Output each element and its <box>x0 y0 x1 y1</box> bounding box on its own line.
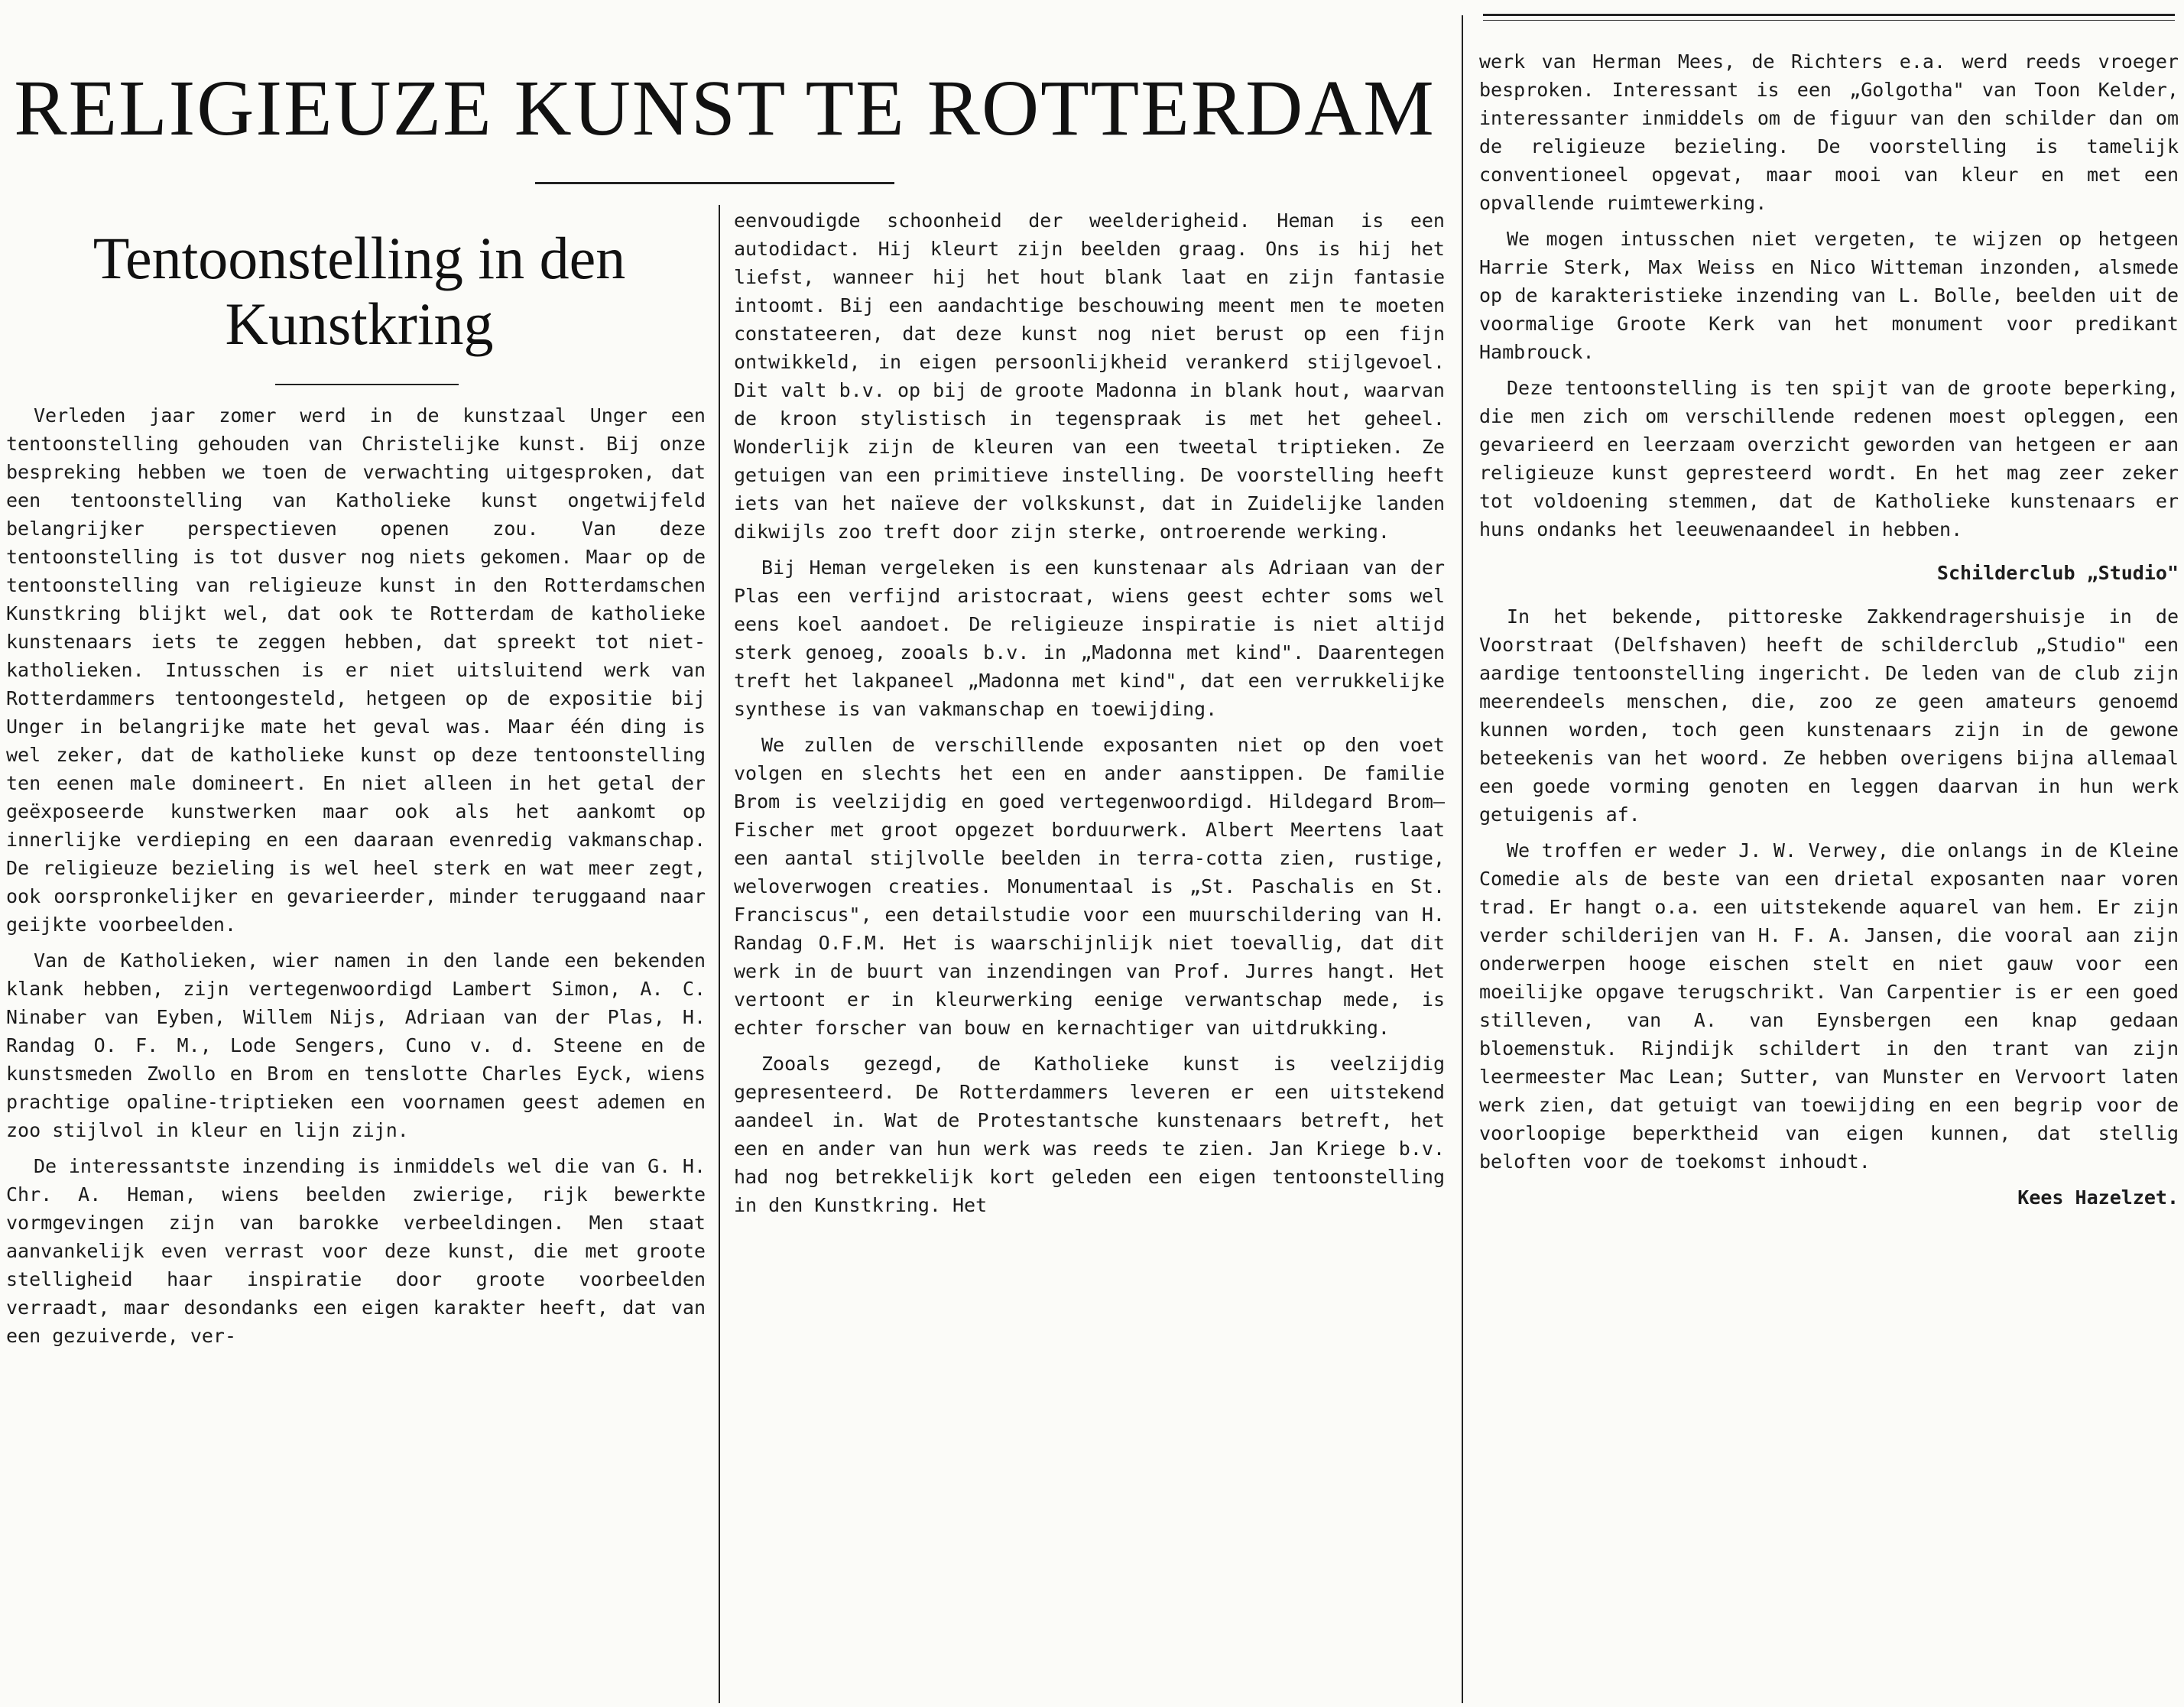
paragraph: Van de Katholieken, wier namen in den lande een bekenden klank hebben, zijn vertegenwoordigd Lambert Simon, A. C. Ninaber van Eyben, Willem Nijs, Adriaan van der Plas, H. Randag O. F. M., Lode Sengers, Cuno v. d. Steene en de kunstsmeden Zwollo en Brom en tenslotte Charles Eyck, wiens prachtige opaline-triptieken een voornamen geest ademen en zoo stijlvol in kleur en lijn zijn. <box>6 949 706 1141</box>
paragraph: We mogen intusschen niet vergeten, te wijzen op hetgeen Harrie Sterk, Max Weiss en Nico Witteman inzonden, alsmede op de karakteristieke inzending van L. Bolle, beelden uit de voormalige Groote Kerk van het monument voor predikant Hambrouck. <box>1479 228 2179 363</box>
top-rule <box>1483 14 2175 16</box>
paragraph: We troffen er weder J. W. Verwey, die onlangs in de Kleine Comedie als de beste van een drietal exposanten naar voren trad. Er hangt o.a. een uitstekende aquarel van hem. Er zijn verder schilderijen van H. F. A. Jansen, die vooral aan zijn onderwerpen hooge eischen stelt en niet gauw voor een moeilijke opgave terugschrikt. Van Carpentier is er een goed stilleven, van A. van Eynsbergen een knap gedaan bloemenstuk. Rijndijk schildert in den trant van zijn leermeester Mac Lean; Sutter, van Munster en Vervoort laten werk zien, dat getuigt van toewijding en een begrip voor de voorloopige beperktheid van eigen kunnen, dat stellig beloften voor de toekomst inhoudt. <box>1479 839 2179 1173</box>
author-signature: Kees Hazelzet. <box>2017 1186 2179 1209</box>
paragraph: We zullen de verschillende exposanten niet op den voet volgen en slechts het een en ander aanstippen. De familie Brom is veelzijdig en goed vertegenwoordigd. Hildegard Brom—Fischer met groot opgezet borduurwerk. Albert Meertens laat een aantal stijlvolle beelden in terra-cotta zien, rustige, weloverwogen creaties. Monumentaal is „St. Paschalis en St. Franciscus", een detailstudie voor een muurschildering van H. Randag O.F.M. Het is waarschijnlijk niet toevallig, dat dit werk in de buurt van inzendingen van Prof. Jurres hangt. Het vertoont er in kleurwerking eenige verwantschap mede, is echter forscher van bouw en kernachtiger van uitdrukking. <box>734 734 1445 1039</box>
section-heading: Schilderclub „Studio" <box>1936 562 2179 584</box>
paragraph: Bij Heman vergeleken is een kunstenaar als Adriaan van der Plas een verfijnd aristocraat, wiens geest echter soms wel eens koel aandoet. De religieuze inspiratie is niet altijd sterk genoeg, zooals b.v. in „Madonna met kind". Daarentegen treft het lakpaneel „Madonna met kind", dat een verrukkelijke synthese is van vakmanschap en toewijding. <box>734 557 1445 720</box>
column-divider-1 <box>719 205 720 1703</box>
subheadline: Tentoonstelling in den Kunstkring <box>92 225 626 357</box>
subheadline-underline <box>275 384 459 385</box>
headline-underline <box>535 182 894 184</box>
paragraph: eenvoudigde schoonheid der weelderigheid. Heman is een autodidact. Hij kleurt zijn beelden graag. Ons is hij het liefst, wanneer hij het hout blank laat en zijn fantasie intoomt. Bij een aandachtige beschouwing meent men te moeten constateeren, dat deze kunst nog niet berust op een fijn ontwikkeld, in eigen persoonlijkheid verankerd stijlgevoel. Dit valt b.v. op bij de groote Madonna in blank hout, waarvan de kroon stylistisch in tegenspraak is met het geheel. Wonderlijk zijn de kleuren van een tweetal triptieken. Ze getuigen van een primitieve instelling. De voorstelling heeft iets van het naïeve der volkskunst, dat in Zuidelijke landen dikwijls zoo treft door zijn sterke, ontroerende werking. <box>734 209 1445 543</box>
headline: RELIGIEUZE KUNST TE ROTTERDAM <box>14 64 1436 152</box>
article-column-2 <box>734 206 1445 1227</box>
paragraph: De interessantste inzending is inmiddels wel die van G. H. Chr. A. Heman, wiens beelden zwierige, rijk bewerkte vormgevingen zijn van barokke verbeeldingen. Men staat aanvankelijk even verrast voor deze kunst, die met groote stelligheid haar inspiratie door groote voorbeelden verraadt, maar desondanks een eigen karakter heeft, dat van een gezuiverde, ver- <box>6 1155 706 1347</box>
article-column-3 <box>1479 47 2179 1212</box>
paragraph: Zooals gezegd, de Katholieke kunst is veelzijdig gepresenteerd. De Rotterdammers leveren er een uitstekend aandeel in. Wat de Protestantsche kunstenaars betreft, het een en ander van hun werk was reeds te zien. Jan Kriege b.v. had nog betrekkelijk kort geleden een eigen tentoonstelling in den Kunstkring. Het <box>734 1053 1445 1216</box>
paragraph: In het bekende, pittoreske Zakkendragershuisje in de Voorstraat (Delfshaven) heeft de schilderclub „Studio" een aardige tentoonstelling ingericht. De leden van de club zijn meerendeels menschen, die, zoo ze geen amateurs genoemd kunnen worden, toch geen kunstenaars zijn in de gewone beteekenis van het woord. Ze hebben overigens bijna allemaal een goede vorming genoten en leggen daarvan in hun werk getuigenis af. <box>1479 605 2179 826</box>
paragraph: werk van Herman Mees, de Richters e.a. werd reeds vroeger besproken. Interessant is een „Golgotha" van Toon Kelder, interessanter inmiddels om de figuur van den schilder dan om de religieuze bezieling. De voorstelling is tamelijk conventioneel opgevat, maar mooi van kleur en met een opvallende ruimtewerking. <box>1479 50 2179 214</box>
paragraph: Verleden jaar zomer werd in de kunstzaal Unger een tentoonstelling gehouden van Christelijke kunst. Bij onze bespreking hebben we toen de verwachting uitgesproken, dat een tentoonstelling van Katholieke kunst ongetwijfeld belangrijker perspectieven openen zou. Van deze tentoonstelling is tot dusver nog niets gekomen. Maar op de tentoonstelling van religieuze kunst in den Rotterdamschen Kunstkring blijkt wel, dat ook te Rotterdam de katholieke kunstenaars iets te zeggen hebben, dat spreekt tot niet-katholieken. Intusschen is er niet uitsluitend werk van Rotterdammers tentoongesteld, hetgeen op de expositie bij Unger in belangrijke mate het geval was. Maar één ding is wel zeker, dat de katholieke kunst op deze tentoonstelling ten eenen male domineert. En niet alleen in het getal der geëxposeerde kunstwerken maar ook als het aankomt op innerlijke verdieping en een daaraan evenredig vakmanschap. De religieuze bezieling is wel heel sterk en wat meer zegt, ook oorspronkelijker en gevarieerder, minder teruggaand naar geijkte voorbeelden. <box>6 404 706 936</box>
article-column-1 <box>6 401 706 1358</box>
top-rule-thin <box>1483 20 2175 21</box>
column-divider-2 <box>1462 15 1463 1703</box>
paragraph: Deze tentoonstelling is ten spijt van de groote beperking, die men zich om verschillende redenen moest opleggen, een gevarieerd en leerzaam overzicht geworden van hetgeen er aan religieuze kunst gepresteerd wordt. En het mag zeer zeker tot voldoening stemmen, dat de Katholieke kunstenaars er huns ondanks het leeuwenaandeel in hebben. <box>1479 377 2179 540</box>
